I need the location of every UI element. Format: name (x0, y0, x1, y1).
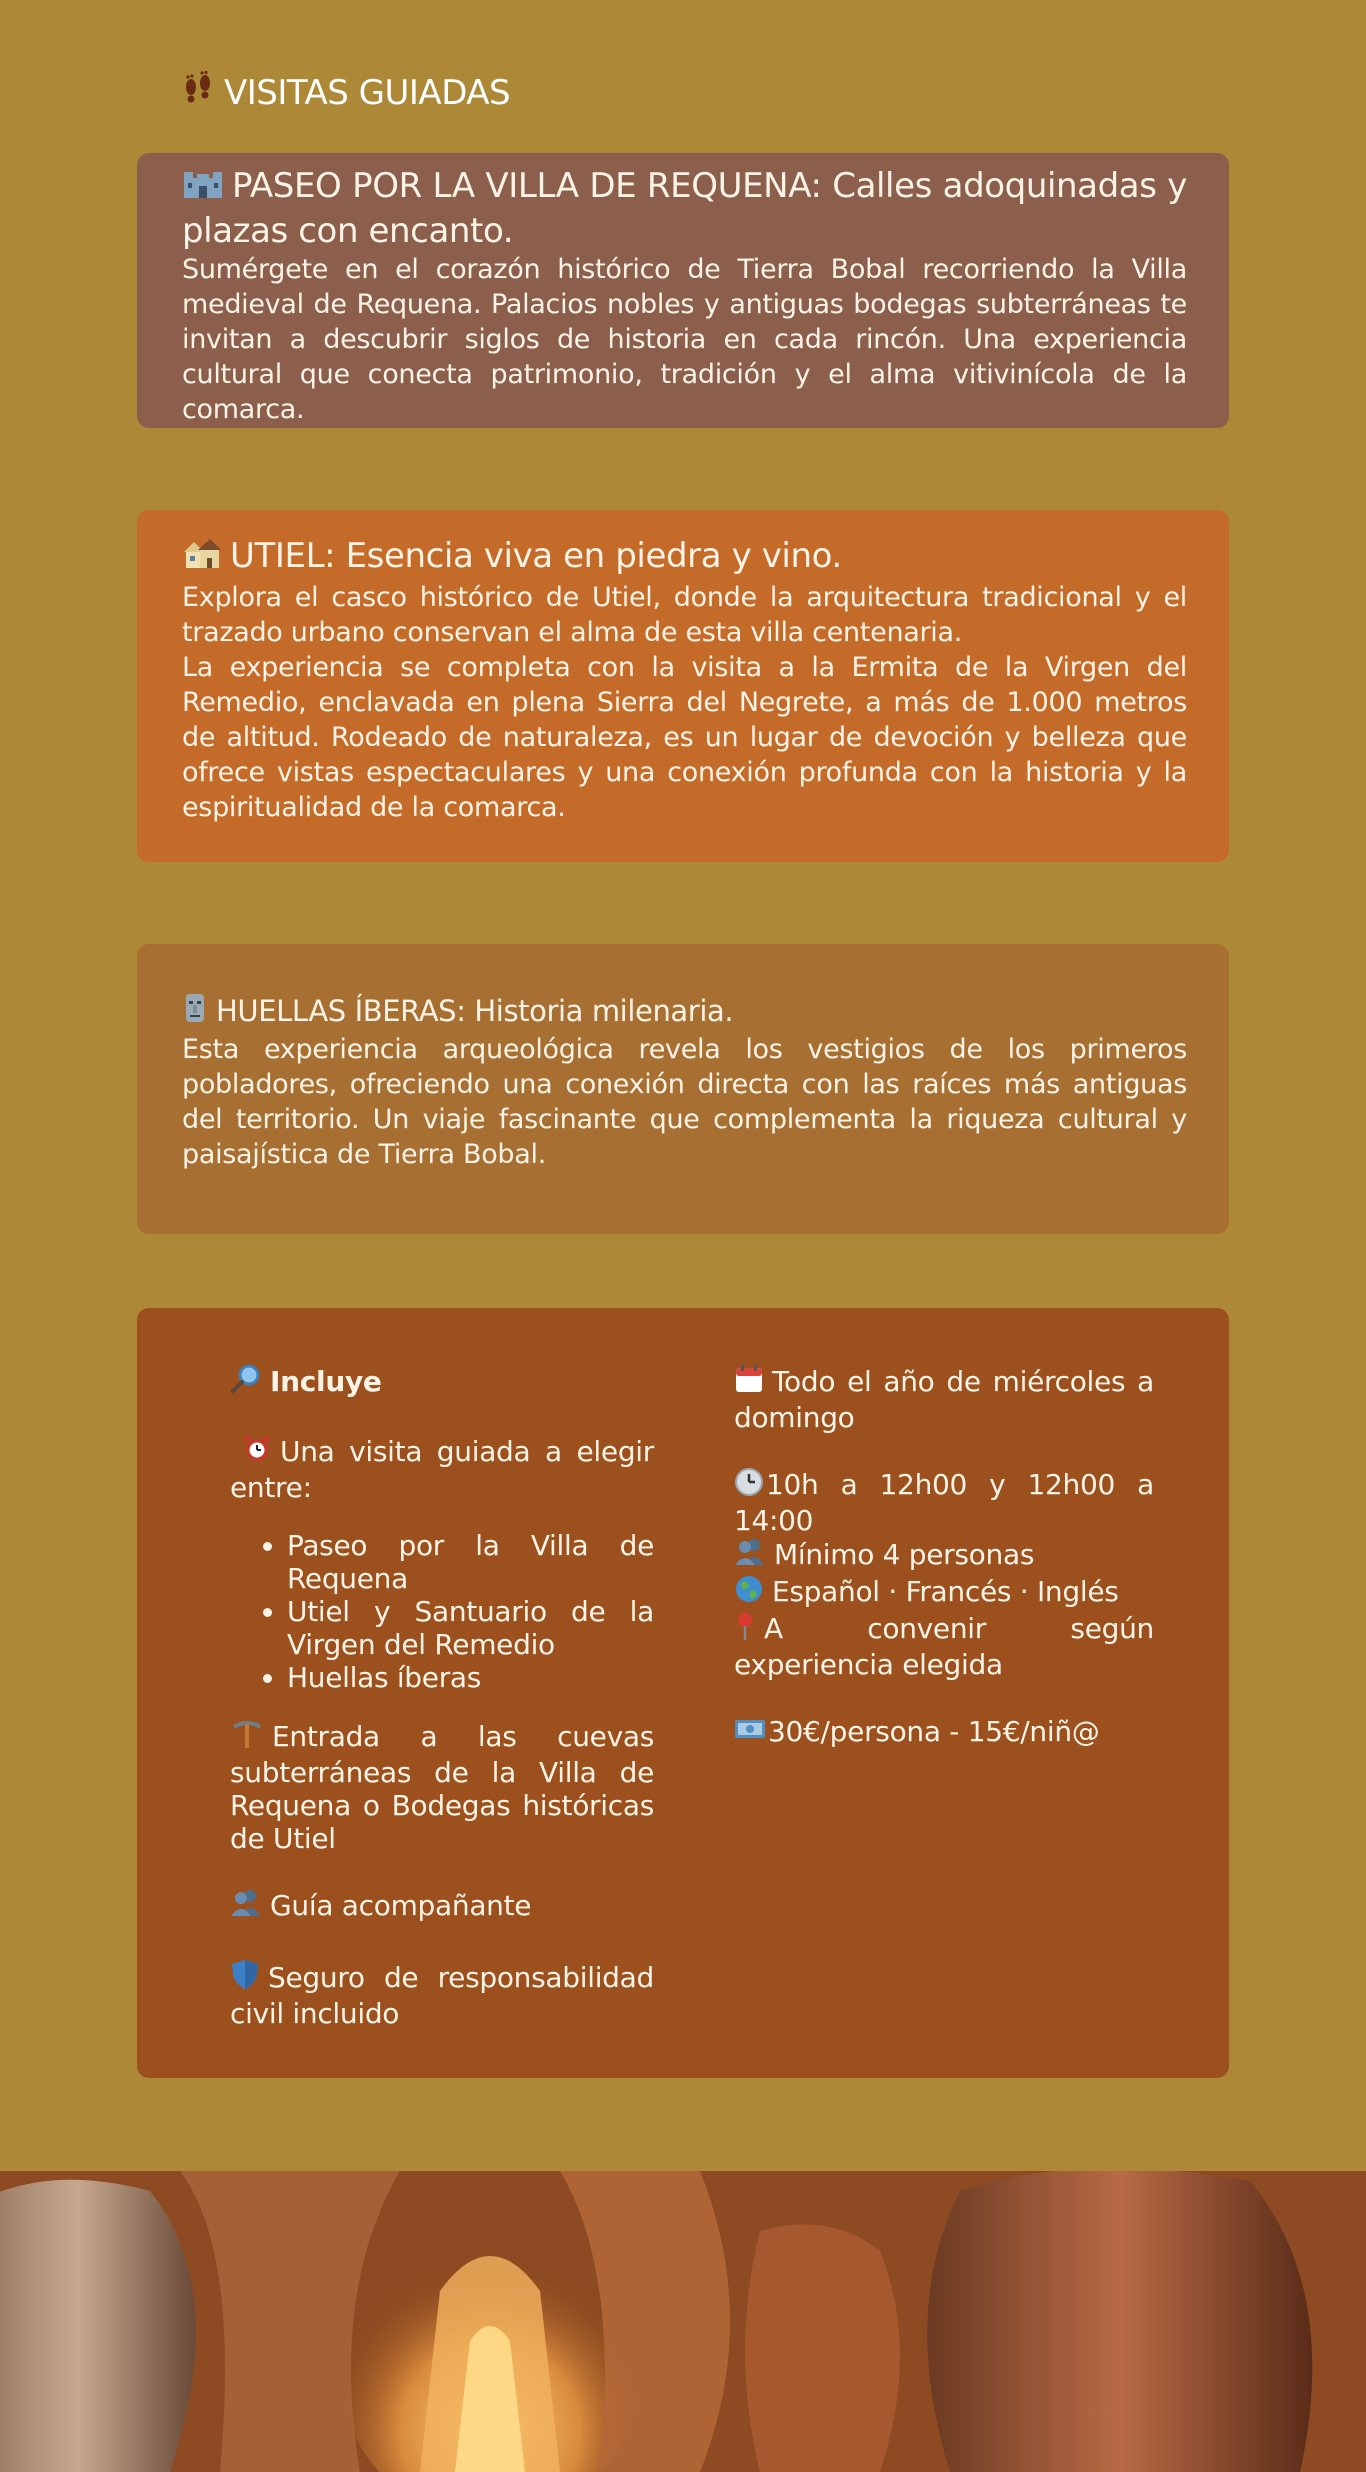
cave-photo (0, 2171, 1366, 2472)
calendar-icon (734, 1364, 764, 1401)
detail-languages: Español · Francés · Inglés (734, 1574, 1154, 1611)
list-item: • Utiel y Santuario de la Virgen del Remedio (287, 1595, 654, 1661)
card-requena (137, 153, 1229, 428)
pin-icon (734, 1611, 756, 1648)
alarm-clock-icon (242, 1434, 272, 1471)
includes-column (230, 1364, 654, 2030)
card-requena-title: PASEO POR LA VILLA DE REQUENA: Calles adoquinadas y plazas con encanto. (182, 166, 1187, 251)
detail-schedule: Todo el año de miércoles a domingo (734, 1365, 1154, 1434)
card-iberas-title-row (182, 992, 1187, 1032)
list-item: • Huellas íberas (287, 1661, 654, 1694)
detail-price: 30€/persona - 15€/niñ@ (734, 1714, 1154, 1751)
banknote-icon (734, 1714, 766, 1751)
moai-icon (182, 992, 208, 1032)
section-title-text: VISITAS GUIADAS (224, 72, 511, 113)
includes-insurance: Seguro de responsabilidad civil incluido (230, 1958, 654, 2030)
includes-heading: Incluye (230, 1364, 654, 1401)
list-item: • Paseo por la Villa de Requena (287, 1529, 654, 1595)
section-title (180, 70, 510, 115)
card-details (137, 1308, 1229, 2078)
card-utiel-body-1: Explora el casco histórico de Utiel, donde la arquitectura tradicional y el trazado urbano conservan el alma de esta villa centenaria. (182, 582, 1187, 648)
card-utiel-body-2: La experiencia se completa con la visita a la Ermita de la Virgen del Remedio, enclavada en plena Sierra del Negrete, a más de 1.000 metros de altitud. Rodeado de naturaleza, es un lugar de devoción y belleza que ofrece vistas espectaculares y una conexión profunda con la historia y la espiritualidad de la comarca. (182, 652, 1187, 823)
card-iberas-title: HUELLAS ÍBERAS: Historia milenaria. (216, 994, 734, 1028)
card-iberas (137, 944, 1229, 1234)
houses-icon (182, 536, 222, 580)
globe-icon (734, 1574, 764, 1611)
clock-icon (734, 1467, 764, 1504)
detail-hours: 10h a 12h00 y 12h00 a 14:00 (734, 1468, 1154, 1537)
card-utiel-title-row (182, 535, 1187, 580)
includes-visit: Una visita guiada a elegir entre: (230, 1435, 654, 1504)
card-requena-body: Sumérgete en el corazón histórico de Tierra Bobal recorriendo la Villa medieval de Requena. Palacios nobles y antiguas bodegas subterráneas te invitan a descubrir siglos de historia en cada rincón. Una experiencia cultural que conecta patrimonio, tradición y el alma vitivinícola de la comarca. (182, 254, 1187, 425)
card-utiel-title: UTIEL: Esencia viva en piedra y vino. (230, 536, 842, 576)
card-requena-title-row (182, 165, 1187, 252)
details-column (734, 1364, 1154, 1751)
people-icon (734, 1537, 766, 1574)
includes-entry: Entrada a las cuevas subterráneas de la Villa de Requena o Bodegas históricas de Utiel (230, 1720, 654, 1855)
detail-meeting: A convenir según experiencia elegida (734, 1612, 1154, 1681)
magnifier-icon (230, 1364, 262, 1401)
detail-min-people: Mínimo 4 personas (734, 1537, 1154, 1574)
includes-guide: Guía acompañante (230, 1888, 654, 1925)
footprints-icon (180, 70, 216, 115)
card-utiel (137, 510, 1229, 862)
card-iberas-body: Esta experiencia arqueológica revela los vestigios de los primeros pobladores, ofreciendo una conexión directa con las raíces más antiguas del territorio. Un viaje fascinante que complementa la riqueza cultural y paisajística de Tierra Bobal. (182, 1034, 1187, 1170)
castle-icon (182, 168, 224, 210)
people-icon (230, 1888, 262, 1925)
pick-icon (230, 1719, 264, 1756)
visit-options-list (230, 1529, 654, 1694)
shield-icon (230, 1958, 260, 1997)
